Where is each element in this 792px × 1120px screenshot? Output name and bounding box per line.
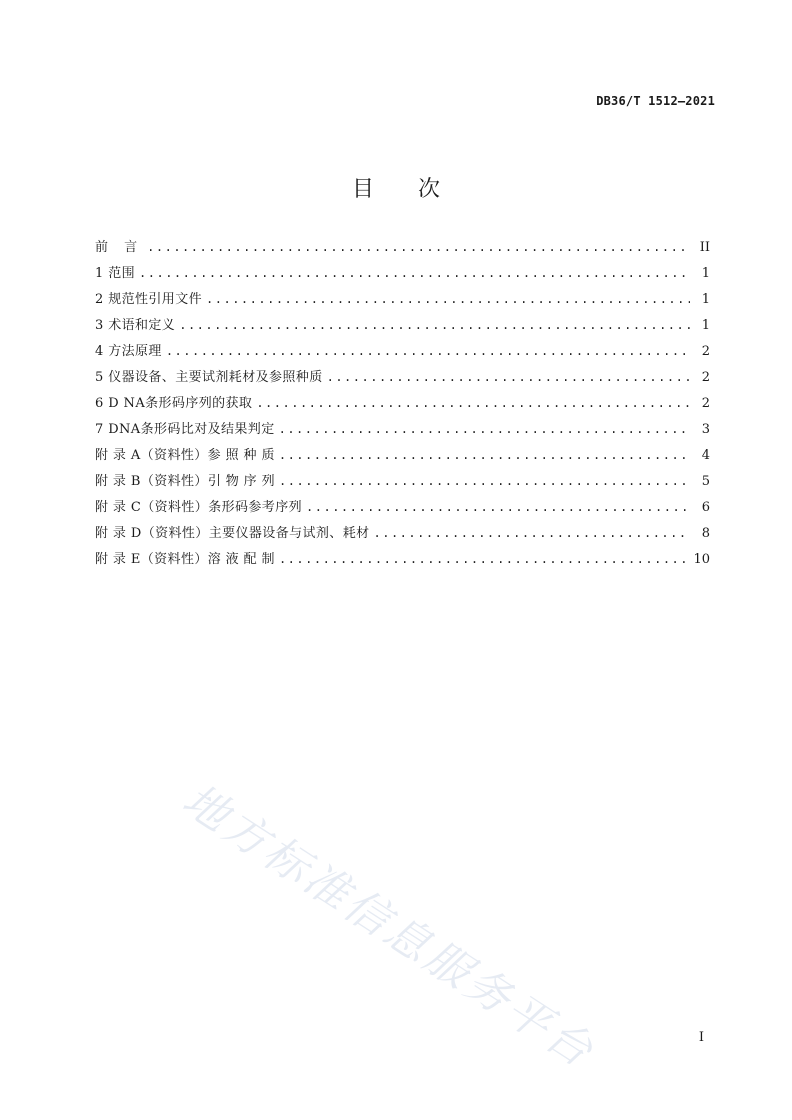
toc-entry-label: 附 录 B（资料性）引 物 序 列 bbox=[95, 474, 276, 489]
toc-entry-label: 前 言 bbox=[95, 240, 144, 255]
toc-leader-dots bbox=[279, 422, 690, 436]
toc-leader-dots bbox=[279, 552, 688, 566]
toc-entry-page: 4 bbox=[701, 448, 710, 463]
toc-entry-page: II bbox=[699, 240, 710, 255]
toc-entry[interactable] bbox=[95, 418, 710, 444]
toc-leader-dots bbox=[279, 448, 690, 462]
toc-entry-label: 附 录 D（资料性）主要仪器设备与试剂、耗材 bbox=[95, 526, 370, 541]
toc-entry-page: 6 bbox=[701, 500, 710, 515]
toc-entry[interactable] bbox=[95, 262, 710, 288]
toc-entry-label: 2 规范性引用文件 bbox=[95, 292, 203, 307]
toc-entry-label: 6 D NA条形码序列的获取 bbox=[95, 396, 253, 411]
toc-leader-dots bbox=[327, 370, 690, 384]
toc-entry-label: 附 录 C（资料性）条形码参考序列 bbox=[95, 500, 303, 515]
toc-entry-label: 5 仪器设备、主要试剂耗材及参照种质 bbox=[95, 370, 323, 385]
toc-entry-page: 2 bbox=[701, 396, 710, 411]
toc-entry[interactable] bbox=[95, 314, 710, 340]
toc-entry[interactable] bbox=[95, 548, 710, 574]
toc-entry-page: 10 bbox=[693, 552, 710, 567]
toc-entry-label: 7 DNA条形码比对及结果判定 bbox=[95, 422, 275, 437]
page-title bbox=[0, 172, 792, 203]
toc-entry-label: 附 录 A（资料性）参 照 种 质 bbox=[95, 448, 275, 463]
toc-entry[interactable] bbox=[95, 522, 710, 548]
toc-entry[interactable] bbox=[95, 236, 710, 262]
toc-entry[interactable] bbox=[95, 470, 710, 496]
toc-leader-dots bbox=[139, 266, 690, 280]
toc-entry-label: 1 范围 bbox=[95, 266, 136, 281]
toc-entry-page: 1 bbox=[701, 292, 710, 307]
toc-entry-page: 8 bbox=[701, 526, 710, 541]
toc-leader-dots bbox=[306, 500, 690, 514]
toc-leader-dots bbox=[256, 396, 690, 410]
toc-entry-page: 2 bbox=[701, 344, 710, 359]
toc-entry[interactable] bbox=[95, 340, 710, 366]
toc-entry[interactable] bbox=[95, 366, 710, 392]
toc-entry-page: 2 bbox=[701, 370, 710, 385]
toc-leader-dots bbox=[179, 318, 690, 332]
title-char-2: 次 bbox=[418, 177, 441, 202]
toc-leader-dots bbox=[206, 292, 690, 306]
toc-entry[interactable] bbox=[95, 392, 710, 418]
toc-entry-label: 附 录 E（资料性）溶 液 配 制 bbox=[95, 552, 275, 567]
toc-entry[interactable] bbox=[95, 288, 710, 314]
title-char-1: 目 bbox=[351, 177, 374, 202]
toc-entry-label: 4 方法原理 bbox=[95, 344, 162, 359]
toc-leader-dots bbox=[147, 240, 690, 254]
toc-entry-page: 5 bbox=[701, 474, 710, 489]
toc-leader-dots bbox=[279, 474, 690, 488]
table-of-contents bbox=[95, 236, 710, 574]
toc-entry[interactable] bbox=[95, 444, 710, 470]
toc-entry[interactable] bbox=[95, 496, 710, 522]
toc-leader-dots bbox=[166, 344, 690, 358]
toc-entry-page: 1 bbox=[701, 318, 710, 333]
watermark: 地方标准信息服务平台 bbox=[173, 774, 604, 1079]
toc-entry-page: 1 bbox=[701, 266, 710, 281]
page-number: I bbox=[698, 1030, 704, 1045]
document-code: DB36/T 1512—2021 bbox=[596, 94, 715, 108]
toc-entry-label: 3 术语和定义 bbox=[95, 318, 176, 333]
toc-leader-dots bbox=[374, 526, 691, 540]
toc-entry-page: 3 bbox=[701, 422, 710, 437]
